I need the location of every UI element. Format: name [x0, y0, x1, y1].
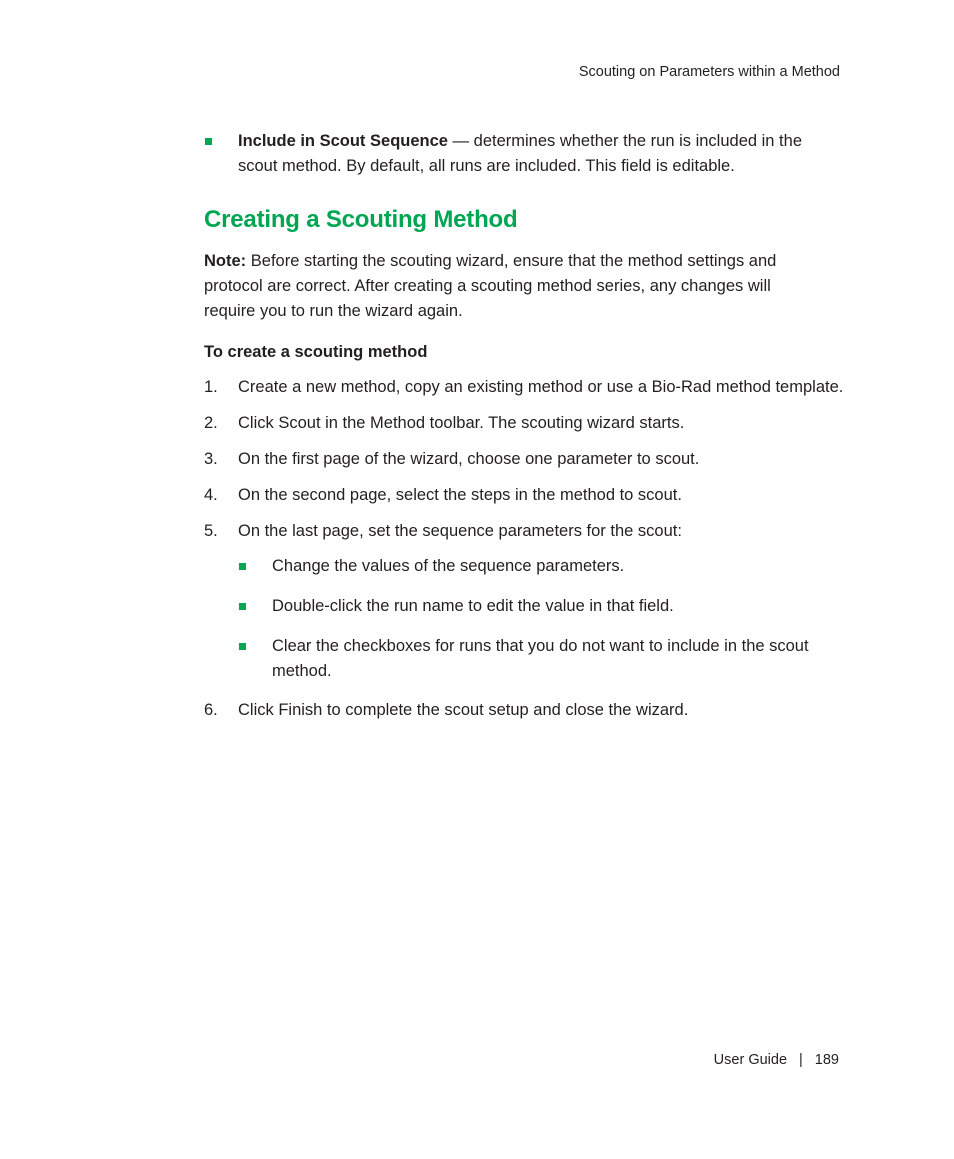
sub-bullet — [238, 554, 844, 579]
step-number: 5. — [204, 522, 218, 540]
step-text: Click Finish to complete the scout setup and close the wizard. — [238, 701, 689, 719]
step-item — [204, 376, 844, 398]
sub-bullet-text: Change the values of the sequence parameters. — [272, 557, 625, 575]
sub-bullet — [238, 634, 844, 684]
intro-bullet — [204, 129, 844, 179]
step-text: On the last page, set the sequence parameters for the scout: — [238, 522, 682, 540]
procedure-heading: To create a scouting method — [204, 343, 428, 361]
footer-doc-name: User Guide — [713, 1052, 788, 1068]
step-item — [204, 484, 844, 506]
page-number: 189 — [814, 1052, 839, 1068]
step-number: 3. — [204, 450, 218, 468]
section-title: Creating a Scouting Method — [204, 206, 518, 233]
step-number: 2. — [204, 414, 218, 432]
sub-bullet — [238, 594, 844, 619]
bullet-term: Include in Scout Sequence — [238, 132, 448, 150]
bullet-square-icon — [239, 643, 246, 650]
step-text: Create a new method, copy an existing method or use a Bio-Rad method template. — [238, 378, 844, 396]
step-text: On the second page, select the steps in the method to scout. — [238, 486, 682, 504]
step-number: 4. — [204, 486, 218, 504]
footer-separator: | — [799, 1052, 803, 1068]
bullet-text: — determines whether the run is included in the scout method. By default, all runs are included. This field is editable. — [238, 132, 802, 175]
step-item — [204, 448, 844, 470]
running-header: Scouting on Parameters within a Method — [578, 64, 840, 80]
step-item — [204, 520, 844, 684]
note-text: Before starting the scouting wizard, ensure that the method settings and protocol are correct. After creating a scouting method series, any changes will require you to run the wizard again. — [204, 252, 777, 320]
step-number: 1. — [204, 378, 218, 396]
page-footer — [714, 1052, 839, 1068]
step-number: 6. — [204, 701, 218, 719]
step-item — [204, 699, 844, 721]
sub-bullet-text: Clear the checkboxes for runs that you do not want to include in the scout method. — [272, 637, 809, 680]
procedure-steps — [204, 376, 844, 721]
note-paragraph — [204, 249, 804, 324]
step-text: Click Scout in the Method toolbar. The scouting wizard starts. — [238, 414, 685, 432]
bullet-square-icon — [205, 138, 212, 145]
step-item — [204, 412, 844, 434]
bullet-square-icon — [239, 563, 246, 570]
bullet-square-icon — [239, 603, 246, 610]
note-label: Note: — [204, 252, 247, 270]
step-subbullets — [238, 554, 844, 684]
step-text: On the first page of the wizard, choose one parameter to scout. — [238, 450, 700, 468]
page-content — [204, 129, 844, 735]
sub-bullet-text: Double-click the run name to edit the value in that field. — [272, 597, 674, 615]
